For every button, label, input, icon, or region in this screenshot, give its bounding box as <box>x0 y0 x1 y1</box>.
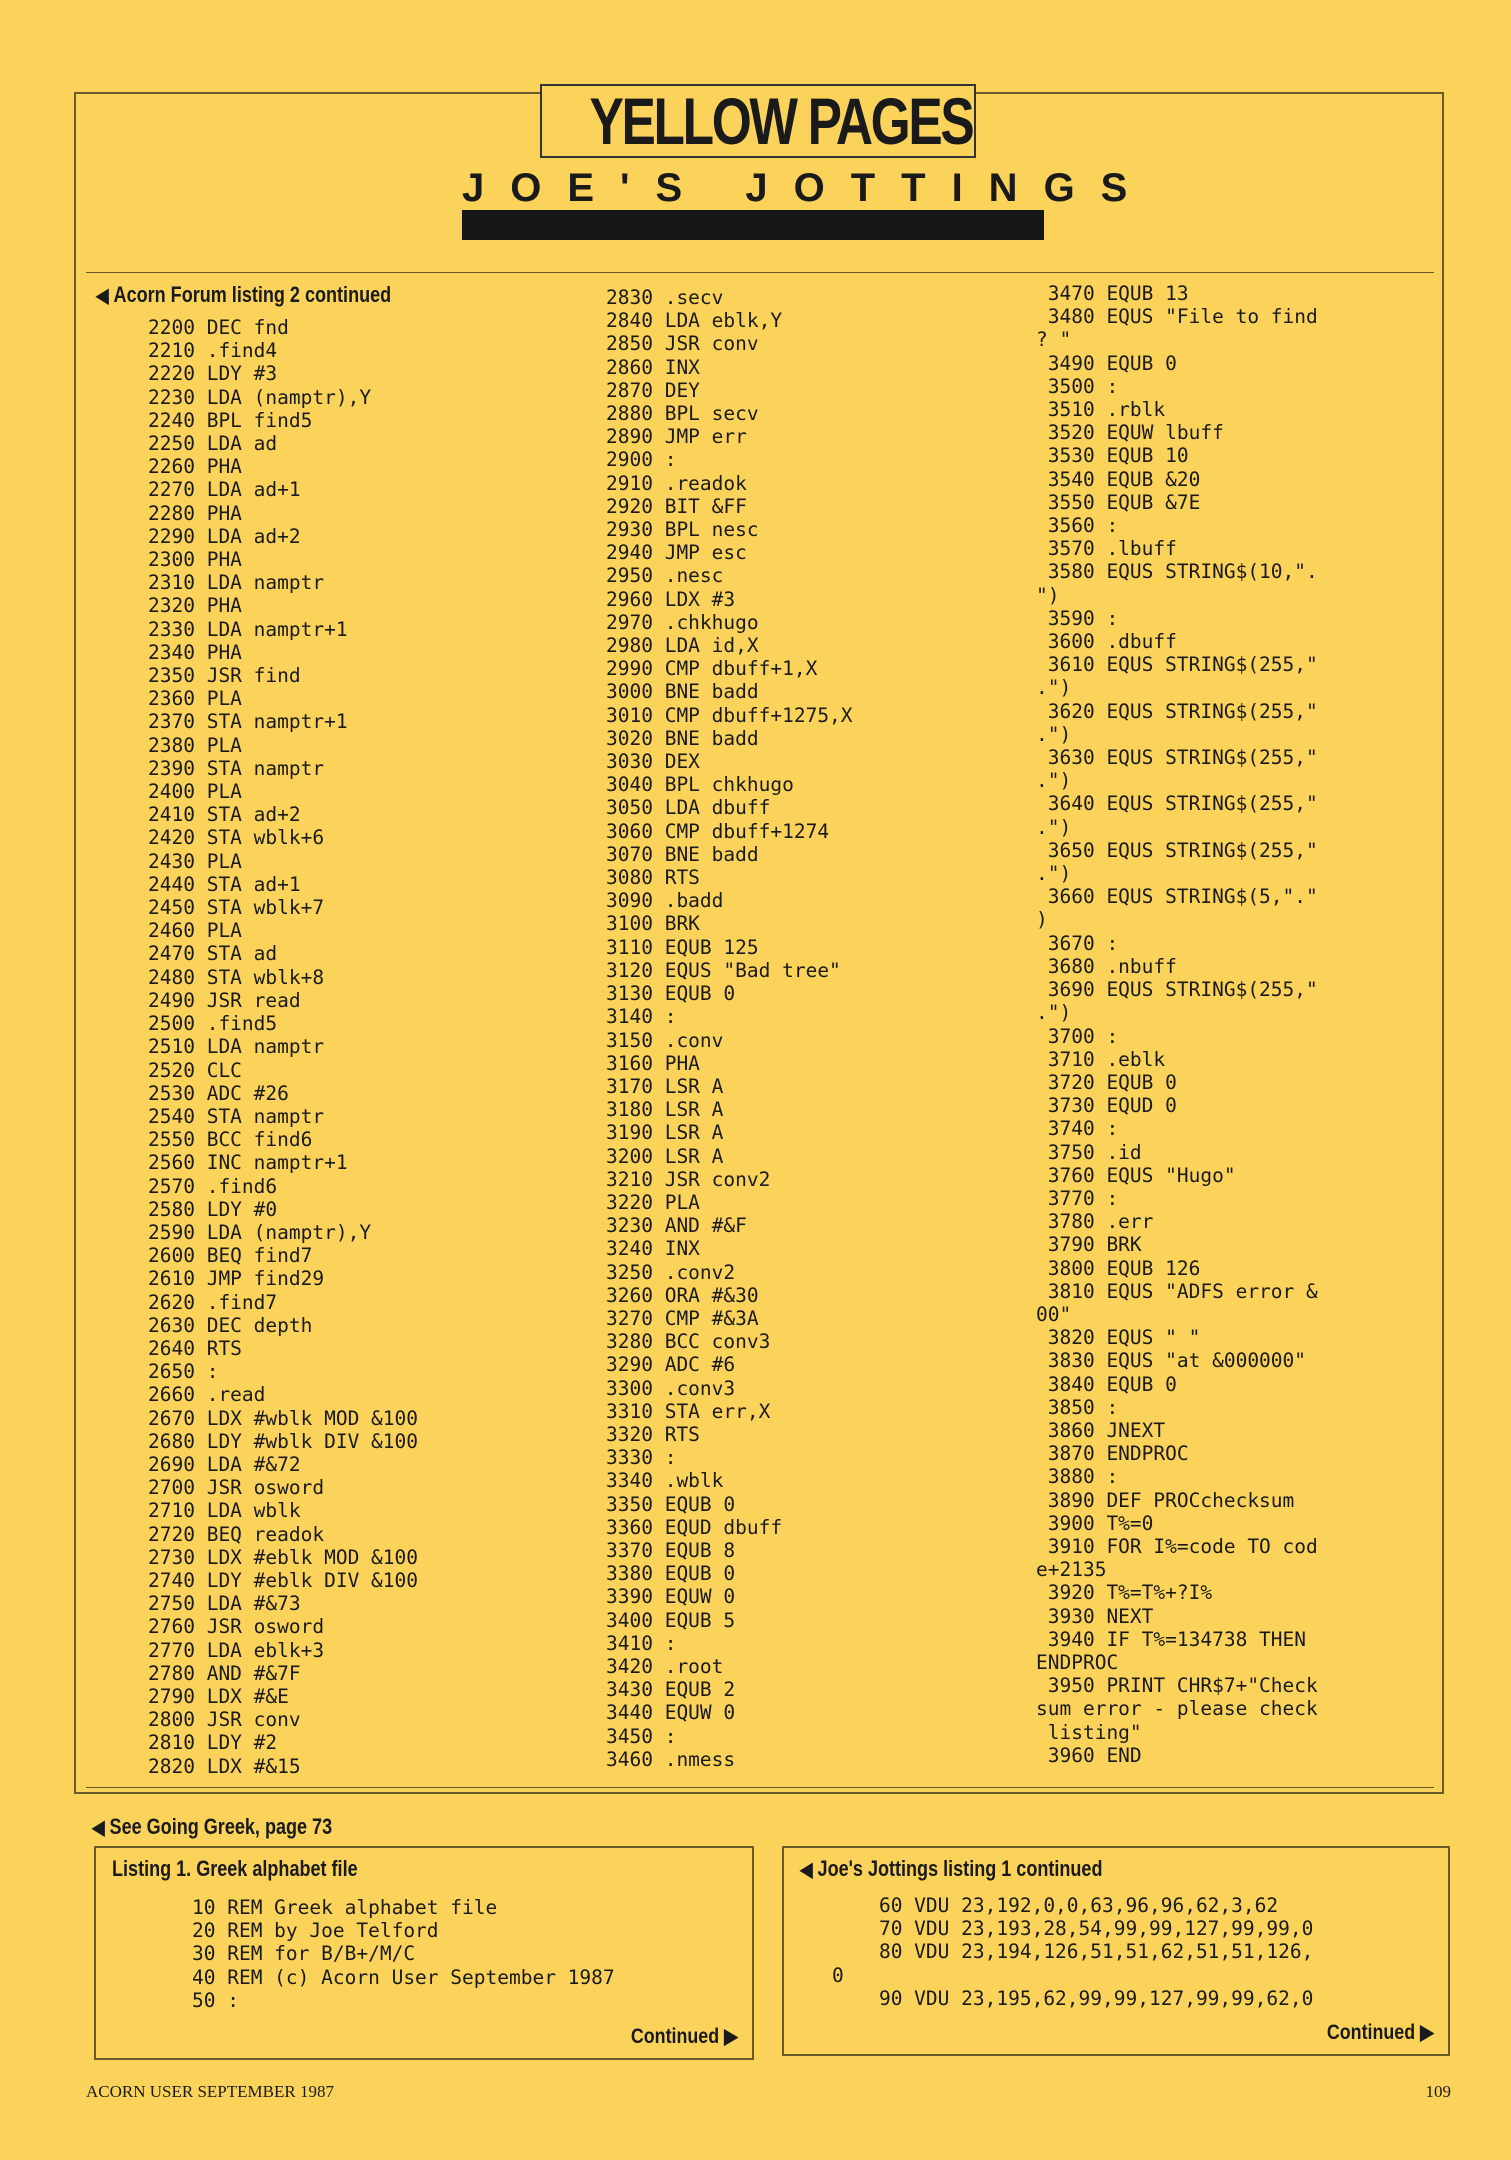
jottings-box <box>782 1846 1450 2056</box>
greek-reference-text: See Going Greek, page 73 <box>109 1814 333 1839</box>
continued-text: Continued <box>1327 2021 1416 2044</box>
page-title: YELLOW PAGES <box>589 84 973 158</box>
code-listing: 60 VDU 23,192,0,0,63,96,96,62,3,62 70 VDU 23,193,28,54,99,99,127,99,99,0 80 VDU 23,194,126,51,51,62,51,51,126, 0 90 VDU 23,195,62,99,99,127,99,99,62,0 <box>832 1894 1314 2010</box>
code-listing: 2200 DEC fnd 2210 .find4 2220 LDY #3 2230 LDA (namptr),Y 2240 BPL find5 2250 LDA ad 2260 PHA 2270 LDA ad+1 2280 PHA 2290 LDA ad+2 2300 PHA 2310 LDA namptr 2320 PHA 2330 LDA namptr+1 2340 PHA 2350 JSR find 2360 PLA 2370 STA namptr+1 2380 PLA 2390 STA namptr 2400 PLA 2410 STA ad+2 2420 STA wblk+6 2430 PLA 2440 STA ad+1 2450 STA wblk+7 2460 PLA 2470 STA ad 2480 STA wblk+8 2490 JSR read 2500 .find5 2510 LDA namptr 2520 CLC 2530 ADC #26 2540 STA namptr 2550 BCC find6 2560 INC namptr+1 2570 .find6 2580 LDY #0 2590 LDA (namptr),Y 2600 BEQ find7 2610 JMP find29 2620 .find7 2630 DEC depth 2640 RTS 2650 : 2660 .read 2670 LDX #wblk MOD &100 2680 LDY #wblk DIV &100 2690 LDA #&72 2700 JSR osword 2710 LDA wblk 2720 BEQ readok 2730 LDX #eblk MOD &100 2740 LDY #eblk DIV &100 2750 LDA #&73 2760 JSR osword 2770 LDA eblk+3 2780 AND #&7F 2790 LDX #&E 2800 JSR conv 2810 LDY #2 2820 LDX #&15 <box>148 316 419 1778</box>
masthead <box>540 84 976 158</box>
code-listing: 10 REM Greek alphabet file 20 REM by Joe Telford 30 REM for B/B+/M/C 40 REM (c) Acorn User September 1987 50 : <box>192 1896 615 2012</box>
triangle-right-icon: ▶ <box>724 2025 738 2048</box>
footer-publication: ACORN USER SEPTEMBER 1987 <box>86 2082 334 2101</box>
listing1-box <box>94 1846 754 2060</box>
section-title: JOE'S JOTTINGS <box>462 166 1154 210</box>
continued-label <box>631 2024 738 2049</box>
listing1-title: Listing 1. Greek alphabet file <box>112 1856 358 1881</box>
continued-text: Continued <box>631 2025 720 2048</box>
page-number: 109 <box>1425 2082 1451 2101</box>
continued-label <box>1327 2020 1434 2045</box>
triangle-left-icon: ◀ <box>96 285 109 307</box>
triangle-left-icon: ◀ <box>800 1859 813 1881</box>
jottings-caption <box>800 1856 1102 1882</box>
greek-reference <box>92 1814 385 1840</box>
code-listing: 2830 .secv 2840 LDA eblk,Y 2850 JSR conv 2860 INX 2870 DEY 2880 BPL secv 2890 JMP err 2900 : 2910 .readok 2920 BIT &FF 2930 BPL nesc 2940 JMP esc 2950 .nesc 2960 LDX #3 2970 .chkhugo 2980 LDA id,X 2990 CMP dbuff+1,X 3000 BNE badd 3010 CMP dbuff+1275,X 3020 BNE badd 3030 DEX 3040 BPL chkhugo 3050 LDA dbuff 3060 CMP dbuff+1274 3070 BNE badd 3080 RTS 3090 .badd 3100 BRK 3110 EQUB 125 3120 EQUS "Bad tree" 3130 EQUB 0 3140 : 3150 .conv 3160 PHA 3170 LSR A 3180 LSR A 3190 LSR A 3200 LSR A 3210 JSR conv2 3220 PLA 3230 AND #&F 3240 INX 3250 .conv2 3260 ORA #&30 3270 CMP #&3A 3280 BCC conv3 3290 ADC #6 3300 .conv3 3310 STA err,X 3320 RTS 3330 : 3340 .wblk 3350 EQUB 0 3360 EQUD dbuff 3370 EQUB 8 3380 EQUB 0 3390 EQUW 0 3400 EQUB 5 3410 : 3420 .root 3430 EQUB 2 3440 EQUW 0 3450 : 3460 .nmess <box>606 286 853 1771</box>
title-bar <box>462 210 1044 240</box>
jottings-caption-text: Joe's Jottings listing 1 continued <box>817 1856 1103 1881</box>
forum-caption-text: Acorn Forum listing 2 continued <box>113 282 392 307</box>
code-listing: 3470 EQUB 13 3480 EQUS "File to find ? " 3490 EQUB 0 3500 : 3510 .rblk 3520 EQUW lbuff 3530 EQUB 10 3540 EQUB &20 3550 EQUB &7E 3560 : 3570 .lbuff 3580 EQUS STRING$(10,". ") 3590 : 3600 .dbuff 3610 EQUS STRING$(255," .") 3620 EQUS STRING$(255," .") 3630 EQUS STRING$(255," .") 3640 EQUS STRING$(255," .") 3650 EQUS STRING$(255," .") 3660 EQUS STRING$(5,"." ) 3670 : 3680 .nbuff 3690 EQUS STRING$(255," .") 3700 : 3710 .eblk 3720 EQUB 0 3730 EQUD 0 3740 : 3750 .id 3760 EQUS "Hugo" 3770 : 3780 .err 3790 BRK 3800 EQUB 126 3810 EQUS "ADFS error & 00" 3820 EQUS " " 3830 EQUS "at &000000" 3840 EQUB 0 3850 : 3860 JNEXT 3870 ENDPROC 3880 : 3890 DEF PROCchecksum 3900 T%=0 3910 FOR I%=code TO cod e+2135 3920 T%=T%+?I% 3930 NEXT 3940 IF T%=134738 THEN ENDPROC 3950 PRINT CHR$7+"Check sum error - please check listing" 3960 END <box>1036 282 1318 1767</box>
forum-column-1 <box>148 316 418 1778</box>
triangle-left-icon: ◀ <box>92 1817 105 1839</box>
forum-caption <box>96 282 456 308</box>
forum-column-2 <box>606 286 853 1771</box>
forum-column-3 <box>1036 282 1318 1767</box>
triangle-right-icon: ▶ <box>1420 2021 1434 2044</box>
